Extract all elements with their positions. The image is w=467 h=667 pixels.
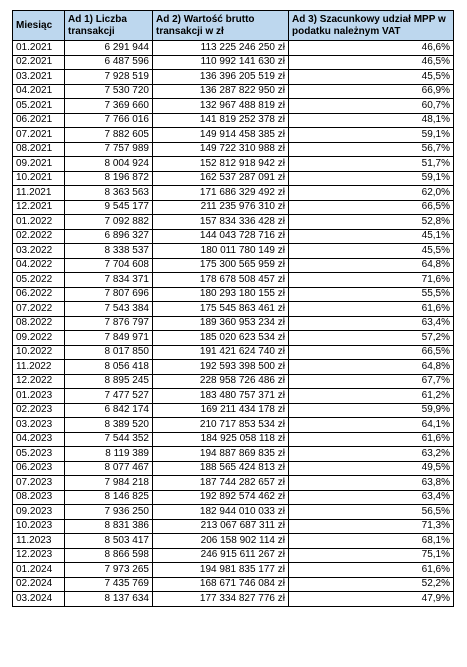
transaction-count-cell: 8 146 825 — [65, 490, 153, 505]
month-cell: 12.2022 — [13, 374, 65, 389]
transaction-count-cell: 7 807 696 — [65, 287, 153, 302]
transaction-count-cell: 7 530 720 — [65, 84, 153, 99]
month-cell: 06.2022 — [13, 287, 65, 302]
table-row — [13, 55, 454, 70]
gross-value-cell: 136 396 205 519 zł — [153, 70, 289, 85]
vat-mpp-table — [12, 10, 454, 607]
month-cell: 11.2023 — [13, 534, 65, 549]
header-gross-value: Ad 2) Wartość brutto transakcji w zł — [153, 11, 289, 41]
mpp-share-cell: 48,1% — [289, 113, 454, 128]
gross-value-cell: 213 067 687 311 zł — [153, 519, 289, 534]
table-row — [13, 215, 454, 230]
table-row — [13, 563, 454, 578]
transaction-count-cell: 7 928 519 — [65, 70, 153, 85]
table-row — [13, 592, 454, 607]
month-cell: 01.2024 — [13, 563, 65, 578]
transaction-count-cell: 8 389 520 — [65, 418, 153, 433]
month-cell: 05.2021 — [13, 99, 65, 114]
transaction-count-cell: 6 842 174 — [65, 403, 153, 418]
table-body — [13, 41, 454, 607]
transaction-count-cell: 8 196 872 — [65, 171, 153, 186]
table-row — [13, 200, 454, 215]
transaction-count-cell: 8 831 386 — [65, 519, 153, 534]
mpp-share-cell: 63,4% — [289, 316, 454, 331]
table-row — [13, 331, 454, 346]
mpp-share-cell: 59,1% — [289, 171, 454, 186]
transaction-count-cell: 7 973 265 — [65, 563, 153, 578]
month-cell: 10.2022 — [13, 345, 65, 360]
mpp-share-cell: 45,5% — [289, 244, 454, 259]
transaction-count-cell: 8 137 634 — [65, 592, 153, 607]
mpp-share-cell: 64,8% — [289, 258, 454, 273]
mpp-share-cell: 67,7% — [289, 374, 454, 389]
month-cell: 01.2021 — [13, 41, 65, 56]
table-row — [13, 113, 454, 128]
month-cell: 07.2021 — [13, 128, 65, 143]
transaction-count-cell: 7 882 605 — [65, 128, 153, 143]
header-month: Miesiąc — [13, 11, 65, 41]
transaction-count-cell: 7 849 971 — [65, 331, 153, 346]
month-cell: 09.2021 — [13, 157, 65, 172]
mpp-share-cell: 55,5% — [289, 287, 454, 302]
month-cell: 03.2023 — [13, 418, 65, 433]
mpp-share-cell: 49,5% — [289, 461, 454, 476]
gross-value-cell: 191 421 624 740 zł — [153, 345, 289, 360]
transaction-count-cell: 8 077 467 — [65, 461, 153, 476]
table-row — [13, 418, 454, 433]
month-cell: 02.2021 — [13, 55, 65, 70]
month-cell: 08.2023 — [13, 490, 65, 505]
mpp-share-cell: 61,2% — [289, 389, 454, 404]
month-cell: 01.2023 — [13, 389, 65, 404]
transaction-count-cell: 7 369 660 — [65, 99, 153, 114]
transaction-count-cell: 7 984 218 — [65, 476, 153, 491]
table-row — [13, 403, 454, 418]
mpp-share-cell: 61,6% — [289, 432, 454, 447]
table-row — [13, 461, 454, 476]
table-row — [13, 577, 454, 592]
table-row — [13, 287, 454, 302]
gross-value-cell: 177 334 827 776 zł — [153, 592, 289, 607]
gross-value-cell: 132 967 488 819 zł — [153, 99, 289, 114]
gross-value-cell: 157 834 336 428 zł — [153, 215, 289, 230]
mpp-share-cell: 61,6% — [289, 563, 454, 578]
gross-value-cell: 113 225 246 250 zł — [153, 41, 289, 56]
table-row — [13, 128, 454, 143]
transaction-count-cell: 7 766 016 — [65, 113, 153, 128]
mpp-share-cell: 45,5% — [289, 70, 454, 85]
table-row — [13, 432, 454, 447]
mpp-share-cell: 57,2% — [289, 331, 454, 346]
transaction-count-cell: 7 435 769 — [65, 577, 153, 592]
month-cell: 02.2022 — [13, 229, 65, 244]
month-cell: 11.2022 — [13, 360, 65, 375]
table-row — [13, 244, 454, 259]
mpp-share-cell: 59,9% — [289, 403, 454, 418]
month-cell: 08.2021 — [13, 142, 65, 157]
table-row — [13, 142, 454, 157]
table-row — [13, 157, 454, 172]
table-row — [13, 70, 454, 85]
gross-value-cell: 152 812 918 942 zł — [153, 157, 289, 172]
transaction-count-cell: 6 291 944 — [65, 41, 153, 56]
month-cell: 04.2022 — [13, 258, 65, 273]
gross-value-cell: 211 235 976 310 zł — [153, 200, 289, 215]
mpp-share-cell: 62,0% — [289, 186, 454, 201]
mpp-share-cell: 66,5% — [289, 345, 454, 360]
gross-value-cell: 183 480 757 371 zł — [153, 389, 289, 404]
gross-value-cell: 168 671 746 084 zł — [153, 577, 289, 592]
gross-value-cell: 192 892 574 462 zł — [153, 490, 289, 505]
transaction-count-cell: 7 092 882 — [65, 215, 153, 230]
table-row — [13, 258, 454, 273]
mpp-share-cell: 51,7% — [289, 157, 454, 172]
month-cell: 10.2023 — [13, 519, 65, 534]
transaction-count-cell: 7 544 352 — [65, 432, 153, 447]
table-row — [13, 360, 454, 375]
table-row — [13, 476, 454, 491]
mpp-share-cell: 63,8% — [289, 476, 454, 491]
gross-value-cell: 141 819 252 378 zł — [153, 113, 289, 128]
table-row — [13, 389, 454, 404]
table-row — [13, 302, 454, 317]
header-transaction-count: Ad 1) Liczba transakcji — [65, 11, 153, 41]
mpp-share-cell: 66,5% — [289, 200, 454, 215]
month-cell: 04.2023 — [13, 432, 65, 447]
transaction-count-cell: 7 543 384 — [65, 302, 153, 317]
gross-value-cell: 180 011 780 149 zł — [153, 244, 289, 259]
table-row — [13, 316, 454, 331]
table-row — [13, 171, 454, 186]
table-row — [13, 345, 454, 360]
month-cell: 12.2023 — [13, 548, 65, 563]
month-cell: 06.2021 — [13, 113, 65, 128]
table-row — [13, 519, 454, 534]
mpp-share-cell: 64,8% — [289, 360, 454, 375]
mpp-share-cell: 46,5% — [289, 55, 454, 70]
table-row — [13, 84, 454, 99]
month-cell: 01.2022 — [13, 215, 65, 230]
month-cell: 09.2023 — [13, 505, 65, 520]
transaction-count-cell: 8 119 389 — [65, 447, 153, 462]
transaction-count-cell: 8 017 850 — [65, 345, 153, 360]
transaction-count-cell: 9 545 177 — [65, 200, 153, 215]
gross-value-cell: 206 158 902 114 zł — [153, 534, 289, 549]
month-cell: 07.2022 — [13, 302, 65, 317]
gross-value-cell: 149 914 458 385 zł — [153, 128, 289, 143]
gross-value-cell: 189 360 953 234 zł — [153, 316, 289, 331]
table-row — [13, 186, 454, 201]
mpp-share-cell: 52,8% — [289, 215, 454, 230]
month-cell: 12.2021 — [13, 200, 65, 215]
gross-value-cell: 136 287 822 950 zł — [153, 84, 289, 99]
vat-mpp-table-container — [12, 10, 453, 607]
mpp-share-cell: 61,6% — [289, 302, 454, 317]
month-cell: 05.2023 — [13, 447, 65, 462]
gross-value-cell: 144 043 728 716 zł — [153, 229, 289, 244]
mpp-share-cell: 56,7% — [289, 142, 454, 157]
gross-value-cell: 175 545 863 461 zł — [153, 302, 289, 317]
month-cell: 07.2023 — [13, 476, 65, 491]
gross-value-cell: 178 678 508 457 zł — [153, 273, 289, 288]
gross-value-cell: 110 992 141 630 zł — [153, 55, 289, 70]
table-row — [13, 99, 454, 114]
gross-value-cell: 180 293 180 155 zł — [153, 287, 289, 302]
transaction-count-cell: 6 487 596 — [65, 55, 153, 70]
header-row — [13, 11, 454, 41]
month-cell: 03.2022 — [13, 244, 65, 259]
table-row — [13, 374, 454, 389]
mpp-share-cell: 60,7% — [289, 99, 454, 114]
month-cell: 02.2024 — [13, 577, 65, 592]
mpp-share-cell: 63,2% — [289, 447, 454, 462]
mpp-share-cell: 59,1% — [289, 128, 454, 143]
mpp-share-cell: 47,9% — [289, 592, 454, 607]
transaction-count-cell: 8 056 418 — [65, 360, 153, 375]
table-row — [13, 229, 454, 244]
mpp-share-cell: 66,9% — [289, 84, 454, 99]
transaction-count-cell: 8 866 598 — [65, 548, 153, 563]
gross-value-cell: 187 744 282 657 zł — [153, 476, 289, 491]
mpp-share-cell: 46,6% — [289, 41, 454, 56]
gross-value-cell: 149 722 310 988 zł — [153, 142, 289, 157]
table-row — [13, 548, 454, 563]
mpp-share-cell: 71,3% — [289, 519, 454, 534]
mpp-share-cell: 75,1% — [289, 548, 454, 563]
transaction-count-cell: 8 004 924 — [65, 157, 153, 172]
transaction-count-cell: 8 503 417 — [65, 534, 153, 549]
gross-value-cell: 194 981 835 177 zł — [153, 563, 289, 578]
table-header — [13, 11, 454, 41]
month-cell: 03.2021 — [13, 70, 65, 85]
gross-value-cell: 175 300 565 959 zł — [153, 258, 289, 273]
table-row — [13, 273, 454, 288]
month-cell: 09.2022 — [13, 331, 65, 346]
table-row — [13, 447, 454, 462]
month-cell: 10.2021 — [13, 171, 65, 186]
gross-value-cell: 162 537 287 091 zł — [153, 171, 289, 186]
transaction-count-cell: 7 757 989 — [65, 142, 153, 157]
gross-value-cell: 184 925 058 118 zł — [153, 432, 289, 447]
month-cell: 08.2022 — [13, 316, 65, 331]
month-cell: 02.2023 — [13, 403, 65, 418]
transaction-count-cell: 8 338 537 — [65, 244, 153, 259]
gross-value-cell: 169 211 434 178 zł — [153, 403, 289, 418]
mpp-share-cell: 63,4% — [289, 490, 454, 505]
transaction-count-cell: 7 936 250 — [65, 505, 153, 520]
gross-value-cell: 192 593 398 500 zł — [153, 360, 289, 375]
month-cell: 03.2024 — [13, 592, 65, 607]
table-row — [13, 41, 454, 56]
gross-value-cell: 210 717 853 534 zł — [153, 418, 289, 433]
gross-value-cell: 188 565 424 813 zł — [153, 461, 289, 476]
mpp-share-cell: 56,5% — [289, 505, 454, 520]
transaction-count-cell: 8 895 245 — [65, 374, 153, 389]
table-row — [13, 490, 454, 505]
month-cell: 06.2023 — [13, 461, 65, 476]
month-cell: 04.2021 — [13, 84, 65, 99]
month-cell: 05.2022 — [13, 273, 65, 288]
transaction-count-cell: 8 363 563 — [65, 186, 153, 201]
transaction-count-cell: 7 834 371 — [65, 273, 153, 288]
gross-value-cell: 185 020 623 534 zł — [153, 331, 289, 346]
table-row — [13, 534, 454, 549]
mpp-share-cell: 64,1% — [289, 418, 454, 433]
gross-value-cell: 194 887 869 835 zł — [153, 447, 289, 462]
transaction-count-cell: 6 896 327 — [65, 229, 153, 244]
mpp-share-cell: 45,1% — [289, 229, 454, 244]
mpp-share-cell: 68,1% — [289, 534, 454, 549]
gross-value-cell: 228 958 726 486 zł — [153, 374, 289, 389]
transaction-count-cell: 7 477 527 — [65, 389, 153, 404]
mpp-share-cell: 52,2% — [289, 577, 454, 592]
header-mpp-share: Ad 3) Szacunkowy udział MPP w podatku należnym VAT — [289, 11, 454, 41]
gross-value-cell: 182 944 010 033 zł — [153, 505, 289, 520]
gross-value-cell: 246 915 611 267 zł — [153, 548, 289, 563]
transaction-count-cell: 7 704 608 — [65, 258, 153, 273]
mpp-share-cell: 71,6% — [289, 273, 454, 288]
gross-value-cell: 171 686 329 492 zł — [153, 186, 289, 201]
month-cell: 11.2021 — [13, 186, 65, 201]
table-row — [13, 505, 454, 520]
transaction-count-cell: 7 876 797 — [65, 316, 153, 331]
